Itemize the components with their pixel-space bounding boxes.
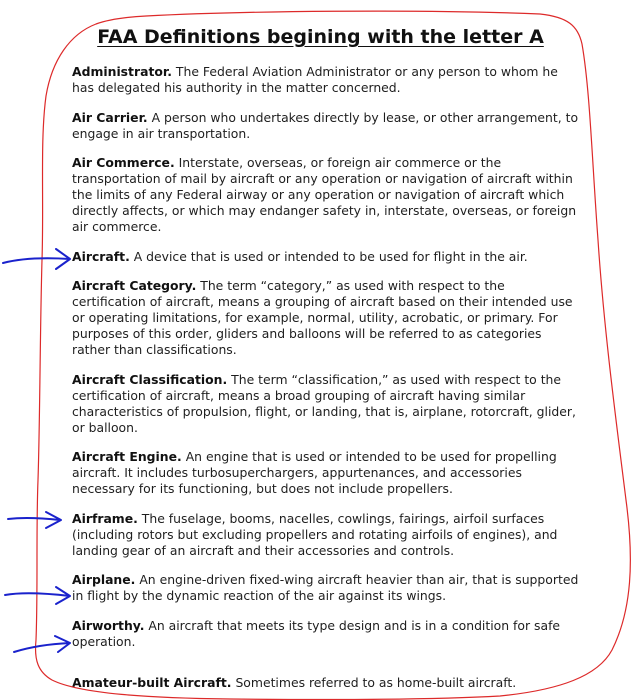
definition-administrator <box>72 64 582 96</box>
arrow-airframe-annotation <box>8 512 61 528</box>
definition-text: An engine that is used or intended to be used for propelling aircraft. It includes turbosuperchargers, appurtenances, and accessories necessary for its functioning, but does not include propellers. <box>72 449 557 496</box>
definition-air-carrier <box>72 110 582 142</box>
definition-term: Airframe. <box>72 510 138 526</box>
definition-term: Administrator. <box>72 64 172 79</box>
definition-text: The fuselage, booms, nacelles, cowlings, fairings, airfoil surfaces (including rotors but excluding propellers and rotating airfoils of engines), and landing gear of an aircraft and their accessories and controls. <box>72 510 558 558</box>
definition-term: Aircraft Classification. <box>72 371 228 387</box>
definition-term: Airplane. <box>72 572 136 587</box>
definition-text: The Federal Aviation Administrator or any person to whom he has delegated his authority in the matter concerned. <box>72 64 558 95</box>
definitions-list <box>72 64 582 663</box>
definition-term: Aircraft. <box>72 248 130 264</box>
page-title: FAA Definitions begining with the letter A <box>97 26 544 48</box>
definition-text: A device that is used or intended to be used for flight in the air. <box>133 248 528 264</box>
arrow-airworthy-annotation <box>14 636 70 652</box>
definition-text: Sometimes referred to as home-built aircraft. <box>235 675 517 690</box>
definition-text: The term “classification,” as used with respect to the certification of aircraft, means a broad grouping of aircraft having similar characteristics of propulsion, flight, or landing, that is, airplane, rotorcraft, glider, or balloon. <box>72 371 576 435</box>
definition-airframe <box>72 511 582 559</box>
definition-text: An engine-driven fixed-wing aircraft heavier than air, that is supported in flight by the dynamic reaction of the air against its wings. <box>72 572 579 603</box>
definition-text: Interstate, overseas, or foreign air commerce or the transportation of mail by aircraft or any operation or navigation of aircraft within the limits of any Federal airway or any operation or navigation of aircraft which directly affects, or which may endanger safety in, interstate, overseas, or foreign air commerce. <box>72 155 577 234</box>
definition-text: The term “category,” as used with respect to the certification of aircraft, means a grouping of aircraft based on their intended use or operating limitations, for example, normal, utility, acrobatic, or primary. For purposes of this order, gliders and balloons will be referred to as categories rather than classifications. <box>72 278 573 357</box>
arrow-airplane-annotation <box>5 587 70 604</box>
blue-arrow-annotations <box>3 249 70 652</box>
definition-aircraft-classification <box>72 372 582 436</box>
definition-text: An aircraft that meets its type design and is in a condition for safe operation. <box>72 617 561 649</box>
definition-airworthy <box>72 618 582 650</box>
arrow-aircraft-annotation <box>3 249 70 269</box>
definition-term: Aircraft Category. <box>72 278 197 293</box>
definition-air-commerce <box>72 155 582 235</box>
definition-term: Air Commerce. <box>72 155 175 170</box>
definition-aircraft-engine <box>72 449 582 497</box>
definition-aircraft <box>72 249 582 265</box>
definition-term: Amateur-built Aircraft. <box>72 675 232 690</box>
definition-amateur-built-aircraft <box>72 675 592 691</box>
definition-term: Air Carrier. <box>72 109 148 125</box>
definition-airplane <box>72 572 582 604</box>
definition-text: A person who undertakes directly by lease, or other arrangement, to engage in air transportation. <box>72 109 579 141</box>
definition-term: Airworthy. <box>72 617 145 633</box>
definition-aircraft-category <box>72 278 582 358</box>
definition-term: Aircraft Engine. <box>72 449 182 464</box>
